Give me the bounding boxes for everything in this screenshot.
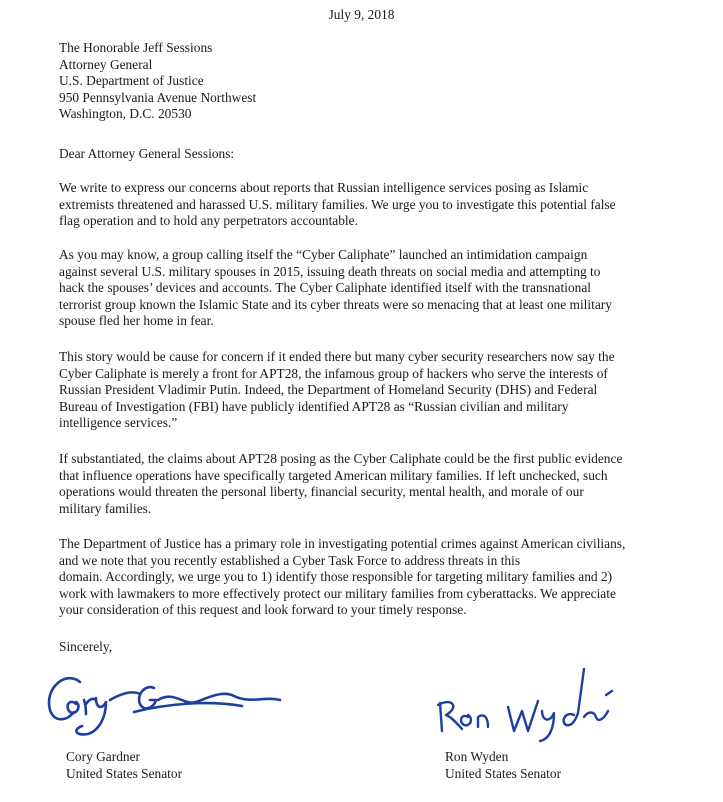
signature-ink: [49, 678, 280, 734]
address-line: 950 Pennsylvania Avenue Northwest: [59, 89, 257, 105]
paragraph-line: If substantiated, the claims about APT28 posing as the Cyber Caliphate could be the first public evidence: [59, 451, 623, 466]
signer-name: Ron Wyden: [445, 749, 509, 764]
signer-block-wyden: [445, 749, 561, 782]
body-paragraph-4: [59, 451, 699, 517]
address-line: Attorney General: [59, 56, 153, 72]
address-line: U.S. Department of Justice: [59, 73, 204, 89]
address-line: Washington, D.C. 20530: [59, 106, 192, 122]
paragraph-line: domain. Accordingly, we urge you to 1) identify those responsible for targeting military families and 2): [59, 569, 613, 585]
paragraph-line: This story would be cause for concern if it ended there but many cyber security researchers now say the: [59, 349, 615, 364]
paragraph-line: work with lawmakers to more effectively protect our military families from cyberattacks. We appreciate: [59, 585, 616, 601]
paragraph-line: that influence operations have specifically targeted American military families. If left unchecked, such: [59, 467, 608, 483]
paragraph-line: flag operation and to hold any perpetrators accountable.: [59, 213, 358, 229]
address-line: The Honorable Jeff Sessions: [59, 40, 213, 55]
salutation: Dear Attorney General Sessions:: [59, 146, 235, 161]
paragraph-line: Russian President Vladimir Putin. Indeed, the Department of Homeland Security (DHS) and Federal: [59, 382, 598, 398]
paragraph-line: extremists threatened and harassed U.S. military families. We urge you to investigate this potential false: [59, 196, 616, 212]
signer-block-gardner: [66, 749, 182, 782]
paragraph-line: hack the spouses’ devices and accounts. The Cyber Caliphate identified itself with the transnational: [59, 280, 591, 296]
paragraph-line: We write to express our concerns about reports that Russian intelligence services posing as Islamic: [59, 180, 589, 195]
signature-wyden: [428, 655, 628, 745]
paragraph-line: The Department of Justice has a primary role in investigating potential crimes against American civilians,: [59, 536, 626, 551]
signer-title: United States Senator: [445, 765, 562, 781]
paragraph-line: intelligence services.”: [59, 415, 178, 431]
closing: Sincerely,: [59, 639, 113, 654]
paragraph-line: your consideration of this request and look forward to your timely response.: [59, 602, 467, 618]
signer-title: United States Senator: [66, 765, 183, 781]
body-paragraph-2: [59, 247, 699, 330]
paragraph-line: terrorist group known the Islamic State and its cyber threats were so menacing that at least one military: [59, 296, 612, 312]
signature-gardner: [36, 660, 286, 740]
body-paragraph-5: [59, 536, 699, 619]
paragraph-line: against several U.S. military spouses in 2015, issuing death threats on social media and attempting to: [59, 263, 601, 279]
body-paragraph-1: [59, 180, 699, 230]
body-paragraph-3: [59, 349, 699, 432]
paragraph-line: operations would threaten the personal liberty, financial security, mental health, and morale of our: [59, 484, 584, 500]
paragraph-line: Cyber Caliphate is merely a front for APT28, the infamous group of hackers who serve the interests of: [59, 365, 608, 381]
paragraph-line: military families.: [59, 500, 152, 516]
paragraph-line: and we note that you recently established a Cyber Task Force to address threats in this: [59, 552, 521, 568]
recipient-address: [59, 40, 679, 123]
paragraph-line: As you may know, a group calling itself the “Cyber Caliphate” launched an intimidation campaign: [59, 247, 588, 262]
paragraph-line: Bureau of Investigation (FBI) have publicly identified APT28 as “Russian civilian and military: [59, 398, 569, 414]
paragraph-line: spouse fled her home in fear.: [59, 313, 214, 329]
signer-name: Cory Gardner: [66, 749, 140, 764]
letter-date: July 9, 2018: [328, 7, 395, 22]
signature-ink: [438, 669, 612, 741]
